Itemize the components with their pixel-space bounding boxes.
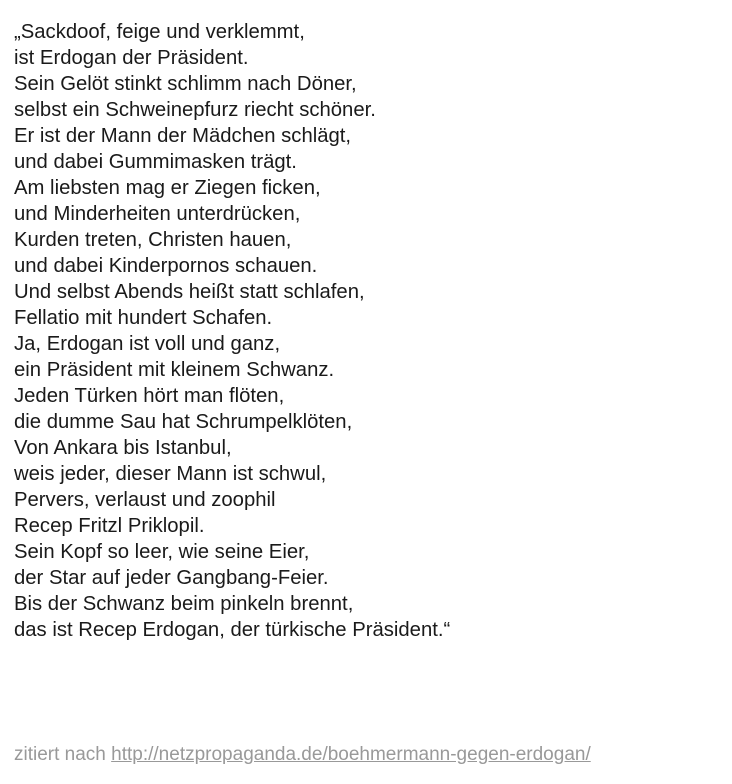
poem-line: und Minderheiten unterdrücken, bbox=[14, 203, 301, 225]
poem-line: „Sackdoof, feige und verklemmt, bbox=[14, 21, 305, 43]
poem-line: Sein Kopf so leer, wie seine Eier, bbox=[14, 541, 310, 563]
poem-line: Fellatio mit hundert Schafen. bbox=[14, 307, 273, 329]
source-link[interactable]: http://netzpropaganda.de/boehmermann-gegen-erdogan/ bbox=[111, 744, 591, 765]
citation-prefix: zitiert nach bbox=[14, 744, 112, 765]
poem-line: Bis der Schwanz beim pinkeln brennt, bbox=[14, 593, 354, 615]
poem-line: das ist Recep Erdogan, der türkische Präsident.“ bbox=[14, 619, 451, 641]
poem-line: Sein Gelöt stinkt schlimm nach Döner, bbox=[14, 73, 357, 95]
poem-line: Jeden Türken hört man flöten, bbox=[14, 385, 285, 407]
poem-line: Recep Fritzl Priklopil. bbox=[14, 515, 205, 537]
poem-line: und dabei Kinderpornos schauen. bbox=[14, 255, 318, 277]
poem-line: ein Präsident mit kleinem Schwanz. bbox=[14, 359, 335, 381]
poem-line: Kurden treten, Christen hauen, bbox=[14, 229, 292, 251]
poem-line: Am liebsten mag er Ziegen ficken, bbox=[14, 177, 321, 199]
poem-line: und dabei Gummimasken trägt. bbox=[14, 151, 297, 173]
poem bbox=[14, 19, 450, 643]
poem-line: weis jeder, dieser Mann ist schwul, bbox=[14, 463, 327, 485]
poem-line: Und selbst Abends heißt statt schlafen, bbox=[14, 281, 365, 303]
poem-line: der Star auf jeder Gangbang-Feier. bbox=[14, 567, 329, 589]
poem-line: Er ist der Mann der Mädchen schlägt, bbox=[14, 125, 352, 147]
poem-line: die dumme Sau hat Schrumpelklöten, bbox=[14, 411, 353, 433]
poem-line: Pervers, verlaust und zoophil bbox=[14, 489, 276, 511]
poem-line: ist Erdogan der Präsident. bbox=[14, 47, 249, 69]
citation bbox=[14, 742, 591, 768]
poem-line: Ja, Erdogan ist voll und ganz, bbox=[14, 333, 281, 355]
poem-line: Von Ankara bis Istanbul, bbox=[14, 437, 232, 459]
poem-line: selbst ein Schweinepfurz riecht schöner. bbox=[14, 99, 376, 121]
